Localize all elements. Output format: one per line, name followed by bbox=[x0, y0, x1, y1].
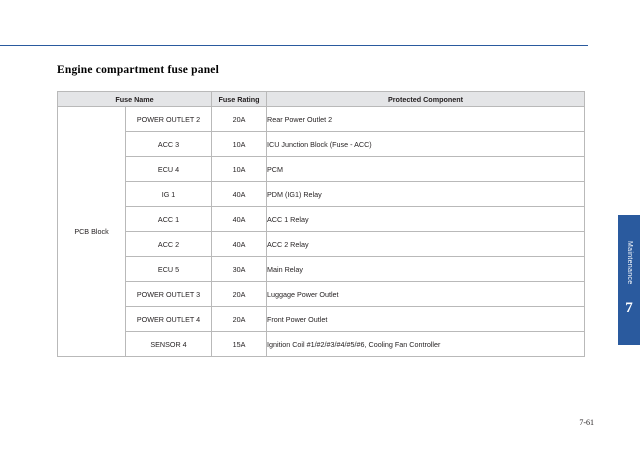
fuse-name-cell: POWER OUTLET 4 bbox=[126, 307, 212, 332]
table-header bbox=[58, 92, 585, 107]
table-row bbox=[58, 207, 585, 232]
column-header-fuse-name: Fuse Name bbox=[58, 92, 212, 107]
protected-component-cell: Rear Power Outlet 2 bbox=[267, 107, 585, 132]
table-row bbox=[58, 307, 585, 332]
fuse-block-label: PCB Block bbox=[58, 107, 126, 357]
fuse-rating-cell: 15A bbox=[212, 332, 267, 357]
fuse-rating-cell: 40A bbox=[212, 182, 267, 207]
table-row bbox=[58, 282, 585, 307]
fuse-rating-cell: 10A bbox=[212, 132, 267, 157]
table-row bbox=[58, 182, 585, 207]
fuse-rating-cell: 40A bbox=[212, 207, 267, 232]
fuse-name-cell: ACC 1 bbox=[126, 207, 212, 232]
table-row bbox=[58, 157, 585, 182]
column-header-protected-component: Protected Component bbox=[267, 92, 585, 107]
protected-component-cell: Front Power Outlet bbox=[267, 307, 585, 332]
protected-component-cell: Luggage Power Outlet bbox=[267, 282, 585, 307]
fuse-name-cell: IG 1 bbox=[126, 182, 212, 207]
fuse-rating-cell: 20A bbox=[212, 307, 267, 332]
fuse-name-cell: POWER OUTLET 2 bbox=[126, 107, 212, 132]
fuse-table bbox=[57, 91, 585, 357]
protected-component-cell: PDM (IG1) Relay bbox=[267, 182, 585, 207]
protected-component-cell: ACC 1 Relay bbox=[267, 207, 585, 232]
fuse-rating-cell: 10A bbox=[212, 157, 267, 182]
table-row bbox=[58, 132, 585, 157]
page-title: Engine compartment fuse panel bbox=[57, 64, 220, 76]
fuse-rating-cell: 40A bbox=[212, 232, 267, 257]
chapter-tab-label: Maintenance bbox=[626, 240, 633, 285]
table-header-row bbox=[58, 92, 585, 107]
fuse-name-cell: ACC 3 bbox=[126, 132, 212, 157]
table-row bbox=[58, 107, 585, 132]
protected-component-cell: ACC 2 Relay bbox=[267, 232, 585, 257]
protected-component-cell: Main Relay bbox=[267, 257, 585, 282]
table-body bbox=[58, 107, 585, 357]
fuse-rating-cell: 20A bbox=[212, 107, 267, 132]
fuse-rating-cell: 20A bbox=[212, 282, 267, 307]
fuse-name-cell: ACC 2 bbox=[126, 232, 212, 257]
page-number: 7-61 bbox=[579, 418, 594, 427]
table-row bbox=[58, 332, 585, 357]
header-rule bbox=[0, 45, 588, 46]
fuse-rating-cell: 30A bbox=[212, 257, 267, 282]
fuse-name-cell: ECU 5 bbox=[126, 257, 212, 282]
fuse-name-cell: SENSOR 4 bbox=[126, 332, 212, 357]
protected-component-cell: ICU Junction Block (Fuse - ACC) bbox=[267, 132, 585, 157]
table-row bbox=[58, 232, 585, 257]
table-row bbox=[58, 257, 585, 282]
chapter-tab-number: 7 bbox=[625, 300, 633, 316]
protected-component-cell: Ignition Coil #1/#2/#3/#4/#5/#6, Cooling Fan Controller bbox=[267, 332, 585, 357]
protected-component-cell: PCM bbox=[267, 157, 585, 182]
column-header-fuse-rating: Fuse Rating bbox=[212, 92, 267, 107]
fuse-name-cell: ECU 4 bbox=[126, 157, 212, 182]
fuse-name-cell: POWER OUTLET 3 bbox=[126, 282, 212, 307]
